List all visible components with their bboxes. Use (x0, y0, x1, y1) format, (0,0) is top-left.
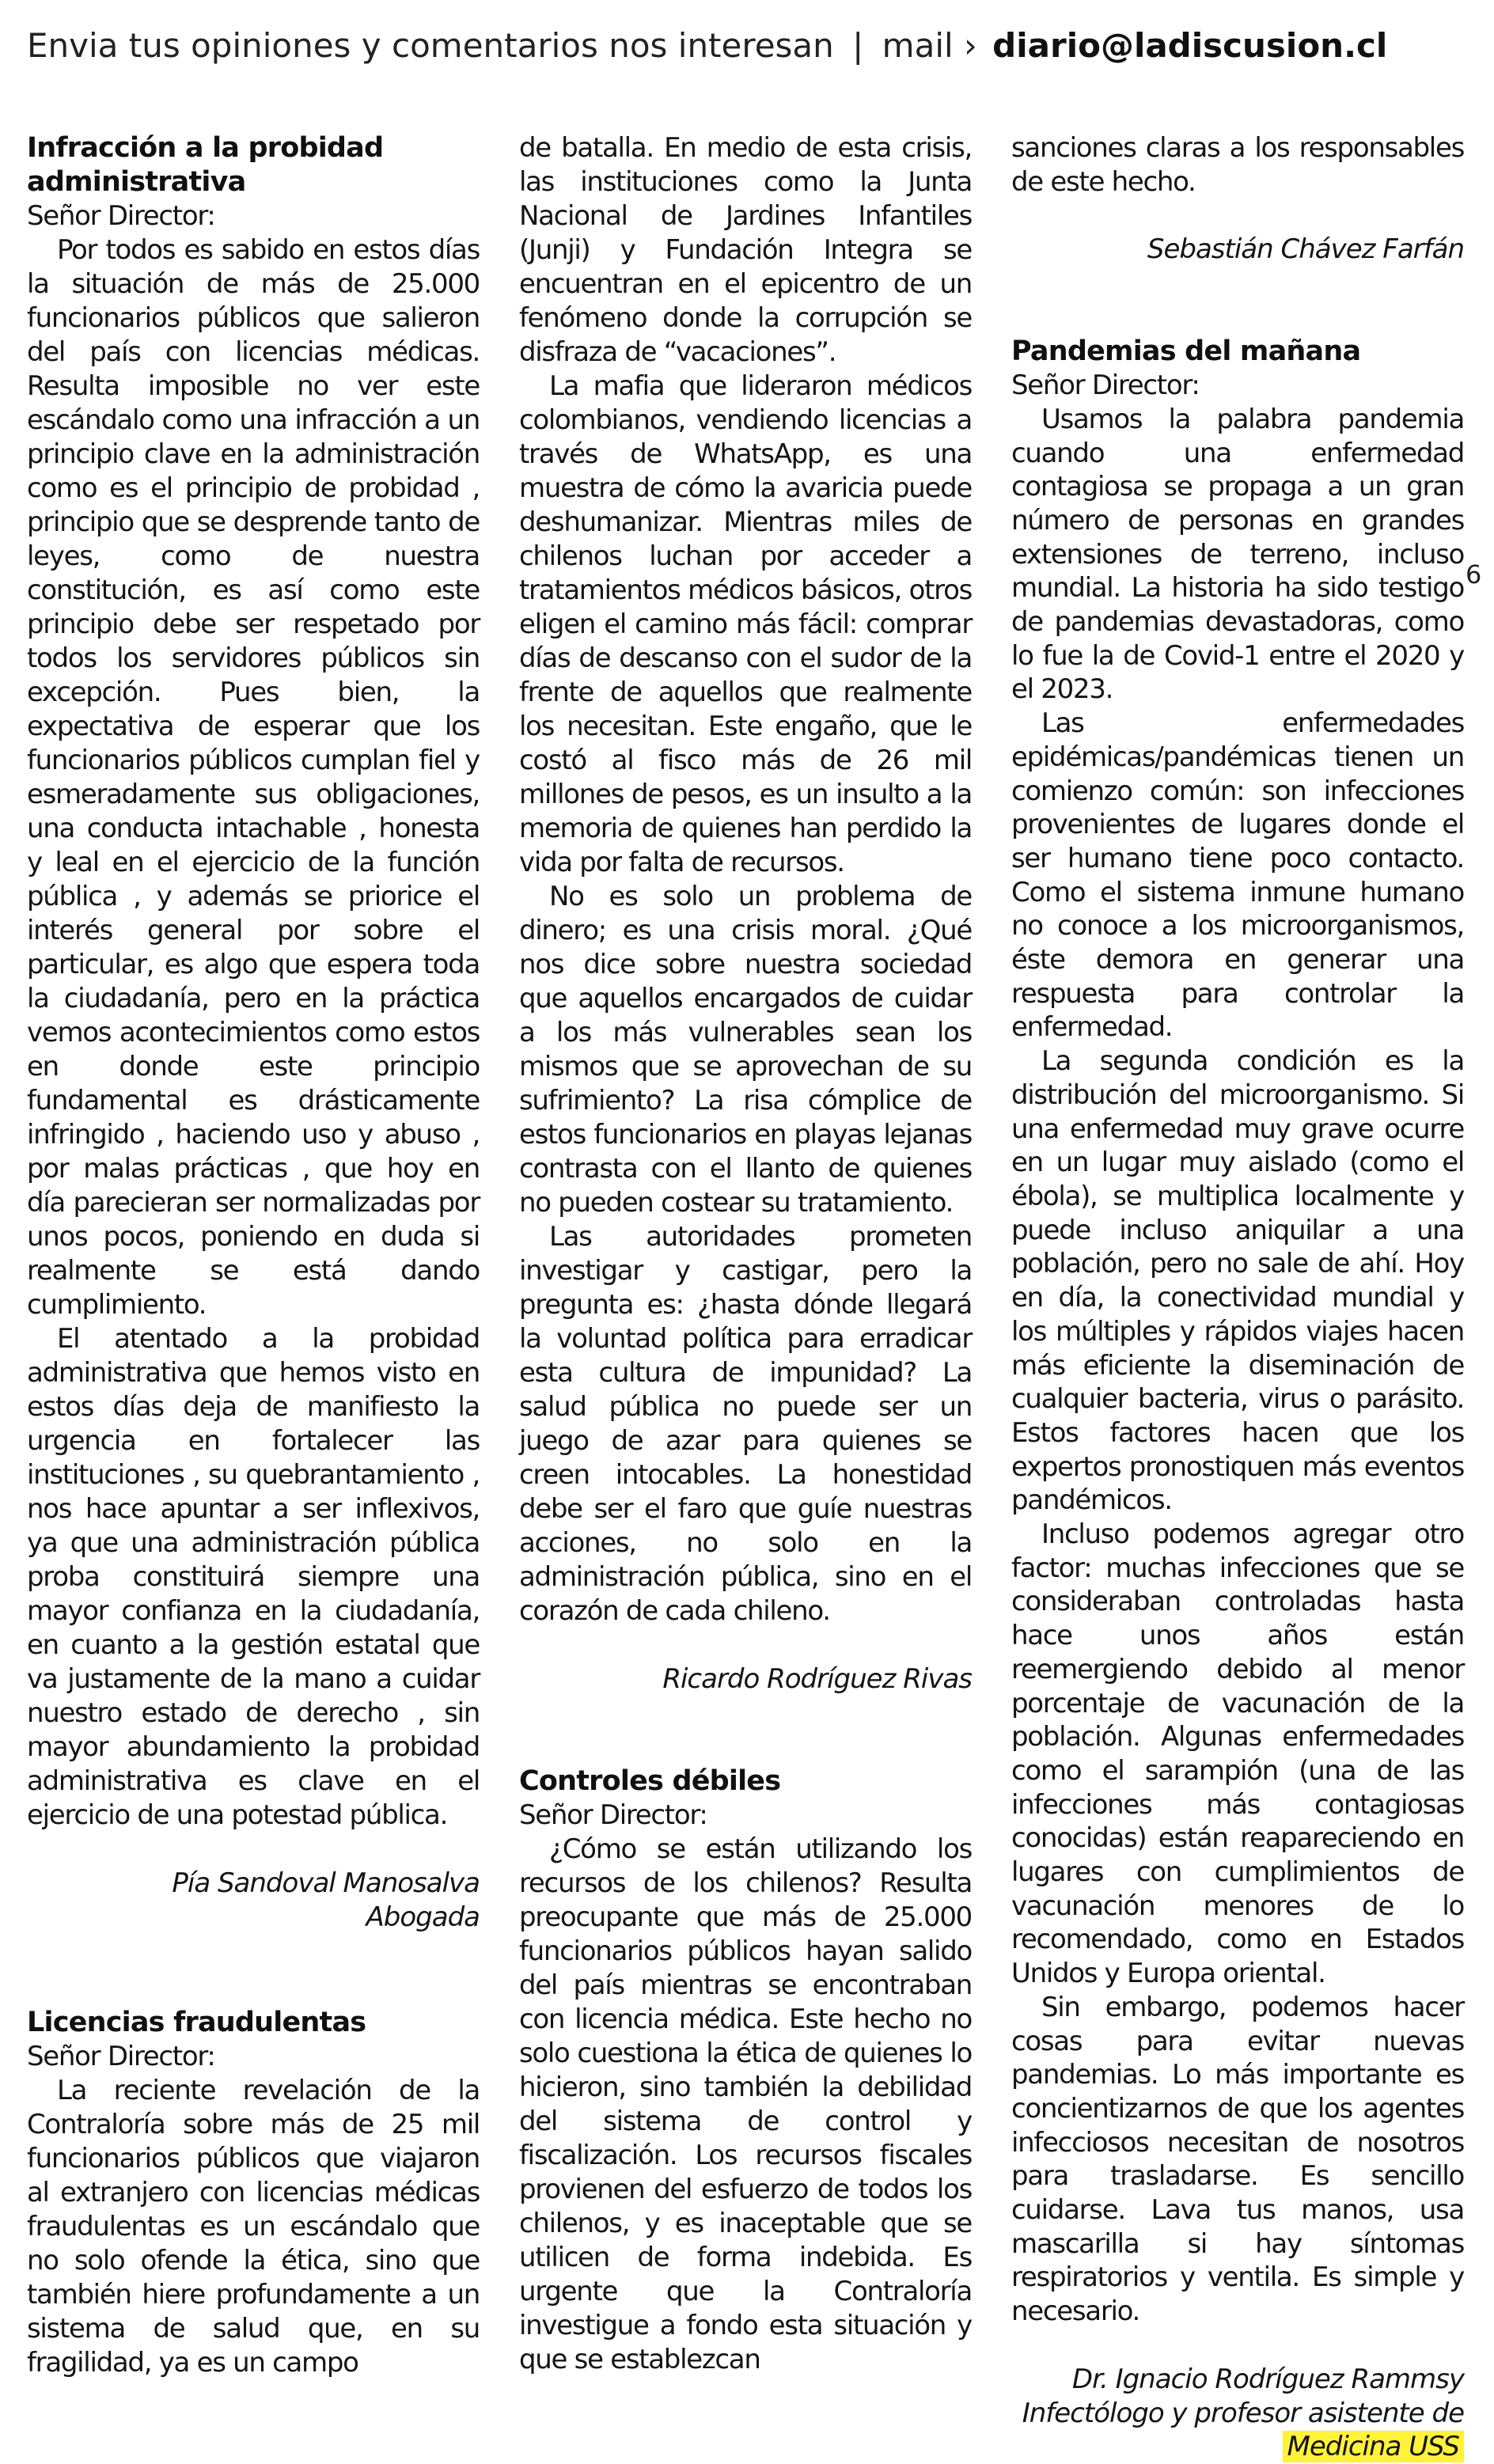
letter-pandemias (1011, 335, 1464, 2464)
letter-title: Infracción a la probidad administrativa (27, 132, 384, 198)
signature-name: Sebastián Chávez Farfán (1147, 233, 1464, 266)
letter-salutation: Señor Director: (1011, 370, 1200, 402)
highlighted-affiliation: Medicina USS (1283, 2431, 1464, 2462)
signature-role: Abogada (366, 1901, 480, 1933)
letter-title: Pandemias del mañana (1011, 335, 1361, 368)
page-number: 6 (1466, 559, 1482, 589)
letter-licencias (27, 2006, 480, 2380)
mail-label: mail › (882, 26, 977, 65)
letter-salutation: Señor Director: (519, 1799, 707, 1831)
letter-controles-continued (1011, 131, 1464, 267)
signature-name: Ricardo Rodríguez Rivas (662, 1663, 972, 1695)
masthead-separator: | (852, 26, 864, 65)
letter-paragraph: Usamos la palabra pandemia cuando una enfermedad contagiosa se propaga a un gran número de personas en grandes extensiones de terreno, incluso mundial. La historia ha sido testigo de pandemias devastadoras, como lo fue la de Covid-1 entre el 2020 y el 2023. (1011, 403, 1464, 706)
letter-paragraph: ¿Cómo se están utilizando los recursos de los chilenos? Resulta preocupante que más de 25.000 funcionarios públicos hayan salido del país mientras se encontraban con licencia médica. Este hecho no solo cuestiona la ética de quienes lo hicieron, sino también la debilidad del sistema de control y fiscalización. Los recursos fiscales provienen del esfuerzo de todos los chilenos, y es inaceptable que se utilicen de forma indebida. Es urgente que la Contraloría investigue a fondo esta situación y que se establezcan (519, 1833, 972, 2375)
letter-salutation: Señor Director: (27, 2041, 215, 2072)
letter-probidad (27, 131, 480, 1935)
letter-licencias-continued (519, 131, 972, 1696)
column-3 (1011, 131, 1464, 2464)
masthead-prompt: Envia tus opiniones y comentarios nos interesan (27, 26, 834, 65)
column-2 (519, 131, 972, 2377)
letter-paragraph: No es solo un problema de dinero; es una crisis moral. ¿Qué nos dice sobre nuestra sociedad que aquellos encargados de cuidar a los más vulnerables sean los mismos que se aprovechan de su sufrimiento? La risa cómplice de estos funcionarios en playas lejanas contrasta con el llanto de quienes no pueden costear su tratamiento. (519, 881, 972, 1219)
signature-affiliation (1011, 2430, 1464, 2464)
letter-controles (519, 1765, 972, 2377)
letter-paragraph: Por todos es sabido en estos días la situación de más de 25.000 funcionarios públicos que salieron del país con licencias médicas. Resulta imposible no ver este escándalo como una infracción a un principio clave en la administración como es el principio de probidad , principio que se desprende tanto de leyes, como de nuestra constitución, es así como este principio debe ser respetado por todos los servidores públicos sin excepción. Pues bien, la expectativa de esperar que los funcionarios públicos cumplan fiel y esmeradamente sus obligaciones, una conducta intachable , honesta y leal en el ejercicio de la función pública , y además se priorice el interés general por sobre el particular, es algo que espera toda la ciudadanía, pero en la práctica vemos acontecimientos como estos en donde este principio fundamental es drásticamente infringido , haciendo uso y abuso , por malas prácticas , que hoy en día parecieran ser normalizadas por unos pocos, poniendo en duda si realmente se está dando cumplimiento. (27, 234, 480, 1321)
letter-paragraph: La segunda condición es la distribución del microorganismo. Si una enfermedad muy grave ocurre en un lugar muy aislado (como el ébola), se multiplica localmente y puede incluso aniquilar a una población, pero no sale de ahí. Hoy en día, la conectividad mundial y los múltiples y rápidos viajes hacen más eficiente la diseminación de cualquier bacteria, virus o parásito. Estos factores hacen que los expertos pronostiquen más eventos pandémicos. (1011, 1045, 1464, 1517)
letter-title: Licencias fraudulentas (27, 2007, 366, 2038)
column-1 (27, 131, 480, 2380)
letter-paragraph: Sin embargo, podemos hacer cosas para evitar nuevas pandemias. Lo más importante es concientizarnos de que los agentes infecciosos necesitan de nosotros para trasladarse. Es sencillo cuidarse. Lava tus manos, usa mascarilla si hay síntomas respiratorios y ventila. Es simple y necesario. (1011, 1991, 1464, 2328)
letter-paragraph: La mafia que lideraron médicos colombianos, vendiendo licencias a través de WhatsApp, es una muestra de cómo la avaricia puede deshumanizar. Mientras miles de chilenos luchan por acceder a tratamientos médicos básicos, otros eligen el camino más fácil: comprar días de descanso con el sudor de la frente de aquellos que realmente los necesitan. Este engaño, que le costó al fisco más de 26 mil millones de pesos, es un insulto a la memoria de quienes han perdido la vida por falta de recursos. (519, 370, 972, 878)
signature-name: Pía Sandoval Manosalva (172, 1867, 480, 1899)
letter-paragraph: Las autoridades prometen investigar y castigar, pero la pregunta es: ¿hasta dónde llegará la voluntad política para erradicar esta cultura de impunidad? La salud pública no puede ser un juego de azar para quienes se creen intocables. La honestidad debe ser el faro que guíe nuestras acciones, no solo en la administración pública, sino en el corazón de cada chileno. (519, 1221, 972, 1627)
signature-name: Dr. Ignacio Rodríguez Rammsy (1071, 2363, 1464, 2395)
masthead (27, 21, 1467, 71)
letter-paragraph: de batalla. En medio de esta crisis, las instituciones como la Junta Nacional de Jardines Infantiles (Junji) y Fundación Integra se encuentran en el epicentro de un fenómeno donde la corrupción se disfraza de “vacaciones”. (519, 132, 972, 368)
letter-salutation: Señor Director: (27, 200, 215, 232)
letter-paragraph: sanciones claras a los responsables de este hecho. (1011, 132, 1464, 198)
signature-role: Infectólogo y profesor asistente de (1022, 2397, 1464, 2429)
letter-paragraph: Las enfermedades epidémicas/pandémicas tienen un comienzo común: son infecciones provenientes de lugares donde el ser humano tiene poco contacto. Como el sistema inmune humano no conoce a los microorganismos, éste demora en generar una respuesta para controlar la enfermedad. (1011, 707, 1464, 1044)
letter-paragraph: El atentado a la probidad administrativa que hemos visto en estos días deja de manifiesto la urgencia en fortalecer las instituciones , su quebrantamiento , nos hace apuntar a ser inflexivos, ya que una administración pública proba constituirá siempre una mayor confianza en la ciudadanía, en cuanto a la gestión estatal que va justamente de la mano a cuidar nuestro estado de derecho , sin mayor abundamiento la probidad administrativa es clave en el ejercicio de una potestad pública. (27, 1323, 480, 1831)
email-link[interactable]: diario@ladiscusion.cl (992, 26, 1388, 65)
letter-title: Controles débiles (519, 1765, 781, 1797)
letter-paragraph: La reciente revelación de la Contraloría sobre más de 25 mil funcionarios públicos que viajaron al extranjero con licencias médicas fraudulentas es un escándalo que no solo ofende la ética, sino que también hiere profundamente a un sistema de salud que, en su fragilidad, ya es un campo (27, 2075, 480, 2379)
letter-paragraph: Incluso podemos agregar otro factor: muchas infecciones que se consideraban controladas hasta hace unos años están reemergiendo debido al menor porcentaje de vacunación de la población. Algunas enfermedades como el sarampión (una de las infecciones más contagiosas conocidas) están reapareciendo en lugares con cumplimientos de vacunación menores de lo recomendado, como en Estados Unidos y Europa oriental. (1011, 1518, 1464, 1990)
